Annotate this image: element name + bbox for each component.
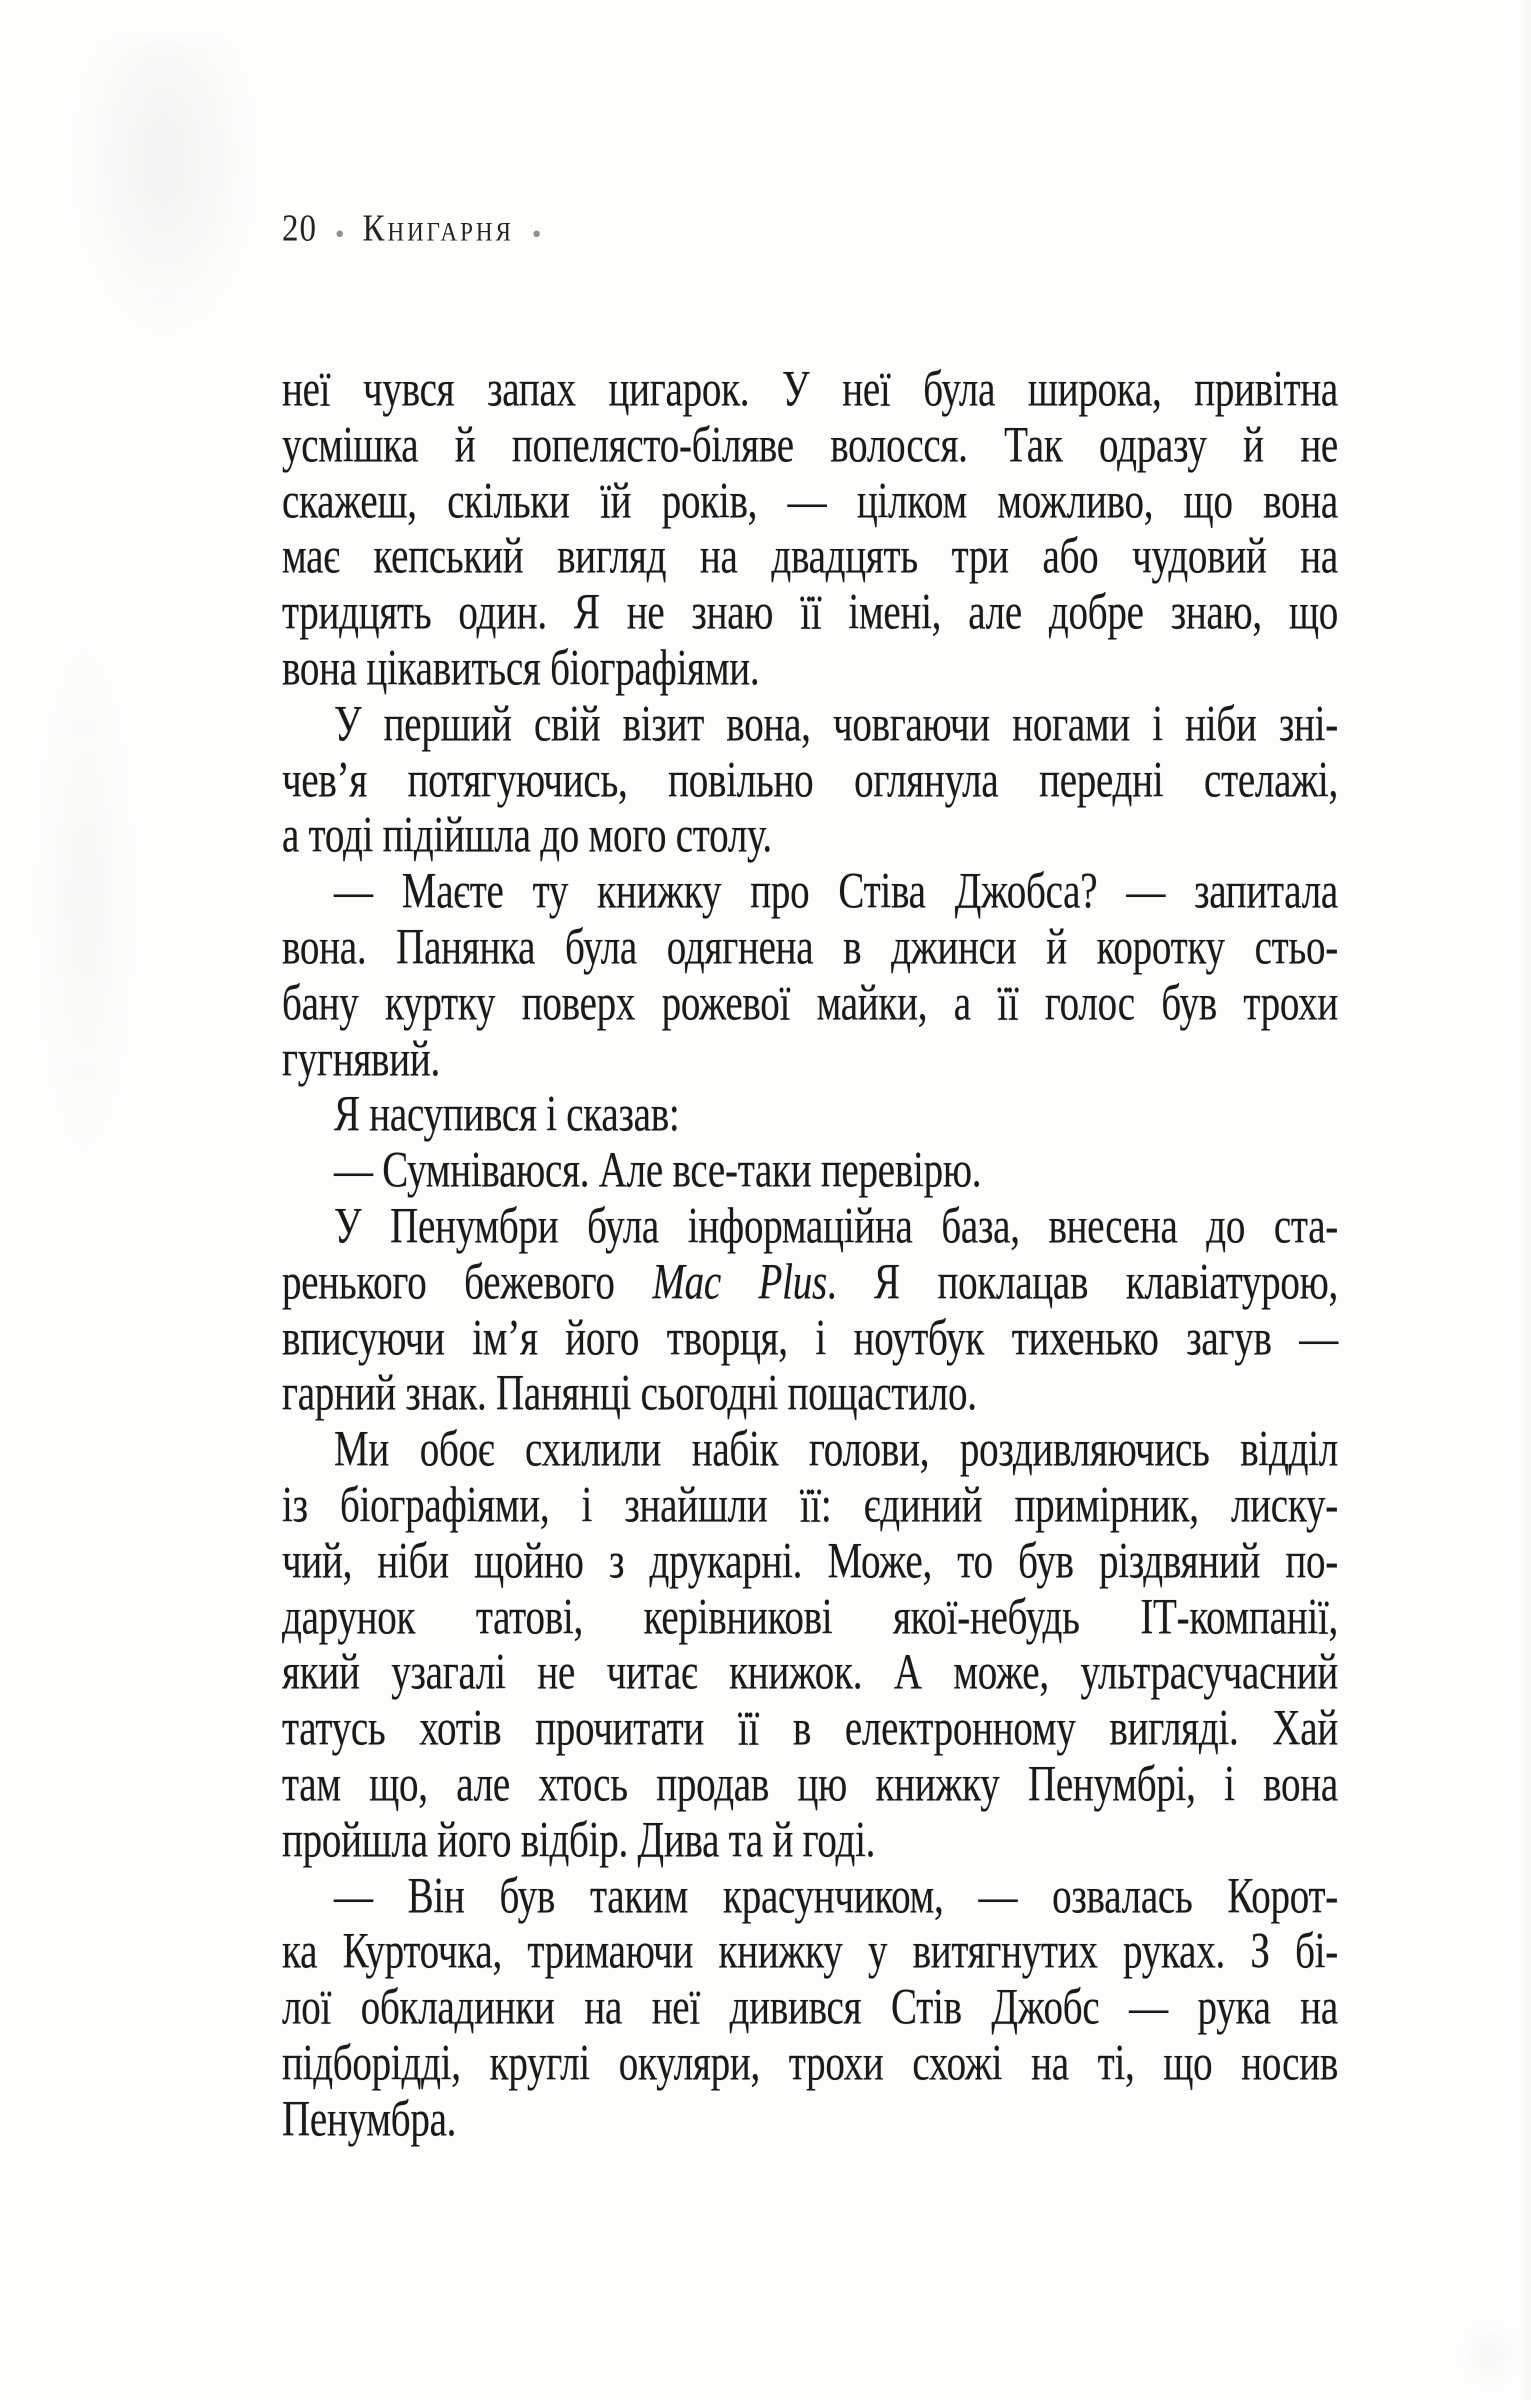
scan-smudge <box>1460 2320 1520 2390</box>
text-line: — Маєте ту книжку про Стіва Джобса? — запитала <box>334 863 1338 920</box>
text-line: Я насупився і сказав: <box>334 1086 680 1143</box>
text-line: чий, ніби щойно з друкарні. Може, то був різдвяний по- <box>282 1533 1338 1590</box>
text-line: тридцять один. Я не знаю її імені, але добре знаю, що <box>282 584 1338 641</box>
text-line: там що, але хтось продав цю книжку Пенумбрі, і вона <box>282 1756 1338 1813</box>
text-line: пройшла його відбір. Дива та й годі. <box>282 1812 876 1869</box>
text-line: гарний знак. Панянці сьогодні пощастило. <box>282 1365 977 1422</box>
scan-smudge <box>40 650 130 1150</box>
text-line: — Сумніваюся. Але все-таки перевірю. <box>334 1142 982 1199</box>
text-line: бану куртку поверх рожевої майки, а її голос був трохи <box>282 975 1338 1032</box>
text-line: Пенумбра. <box>282 2091 457 2148</box>
text-line: підборідді, круглі окуляри, трохи схожі на ті, що носив <box>282 2035 1338 2092</box>
text-line: скажеш, скільки їй років, — цілком можливо, що вона <box>282 473 1338 529</box>
text-line: а тоді підійшла до мого столу. <box>282 807 772 864</box>
scan-smudge <box>70 40 260 340</box>
text-run: . Я поклацав клавіатурою, <box>826 1254 1339 1311</box>
text-block <box>282 362 1338 2148</box>
text-line: У Пенумбри була інформаційна база, внесена до ста- <box>334 1198 1338 1255</box>
text-line: усмішка й попелясто-біляве волосся. Так одразу й не <box>282 417 1338 474</box>
text-line: чев’я потягуючись, повільно оглянула передні стелажі, <box>282 752 1338 808</box>
text-line: татусь хотів прочитати її в електронному вигляді. Хай <box>282 1700 1338 1757</box>
page-number: 20 <box>282 208 317 250</box>
text-line: із біографіями, і знайшли її: єдиний примірник, лиску- <box>282 1477 1338 1534</box>
text-line: лої обкладинки на неї дивився Стів Джобс — рука на <box>282 1979 1338 2036</box>
text-line: неї чувся запах цигарок. У неї була широка, привітна <box>282 361 1338 418</box>
running-title: Книгарня <box>362 208 514 250</box>
text-line: У перший свій візит вона, човгаючи ногами і ніби зні- <box>334 696 1338 753</box>
text-run: ренького бежевого <box>282 1254 653 1311</box>
italic-text: Mac Plus <box>652 1254 827 1311</box>
text-line: має кепський вигляд на двадцять три або чудовий на <box>282 528 1338 585</box>
text-line: вона цікавиться біографіями. <box>282 640 760 697</box>
text-line: вона. Панянка була одягнена в джинси й коротку стьо- <box>282 919 1338 976</box>
scan-edge-shadow <box>1517 0 1531 2400</box>
text-line: вписуючи ім’я його творця, і ноутбук тихенько загув — <box>282 1309 1338 1366</box>
separator-dot-icon: • <box>335 219 345 249</box>
text-line: Ми обоє схилили набік голови, роздивляючись відділ <box>334 1421 1338 1478</box>
running-header <box>282 208 542 251</box>
text-line: — Він був таким красунчиком, — озвалась Корот- <box>334 1867 1338 1924</box>
separator-dot-icon: • <box>531 219 542 249</box>
text-line: ка Курточка, тримаючи книжку у витягнутих руках. З бі- <box>282 1923 1338 1980</box>
text-line: дарунок татові, керівникові якої-небудь ІТ-компанії, <box>282 1588 1338 1645</box>
text-line: який узагалі не читає книжок. А може, ультрасучасний <box>282 1644 1338 1701</box>
text-line: гугнявий. <box>282 1030 440 1087</box>
